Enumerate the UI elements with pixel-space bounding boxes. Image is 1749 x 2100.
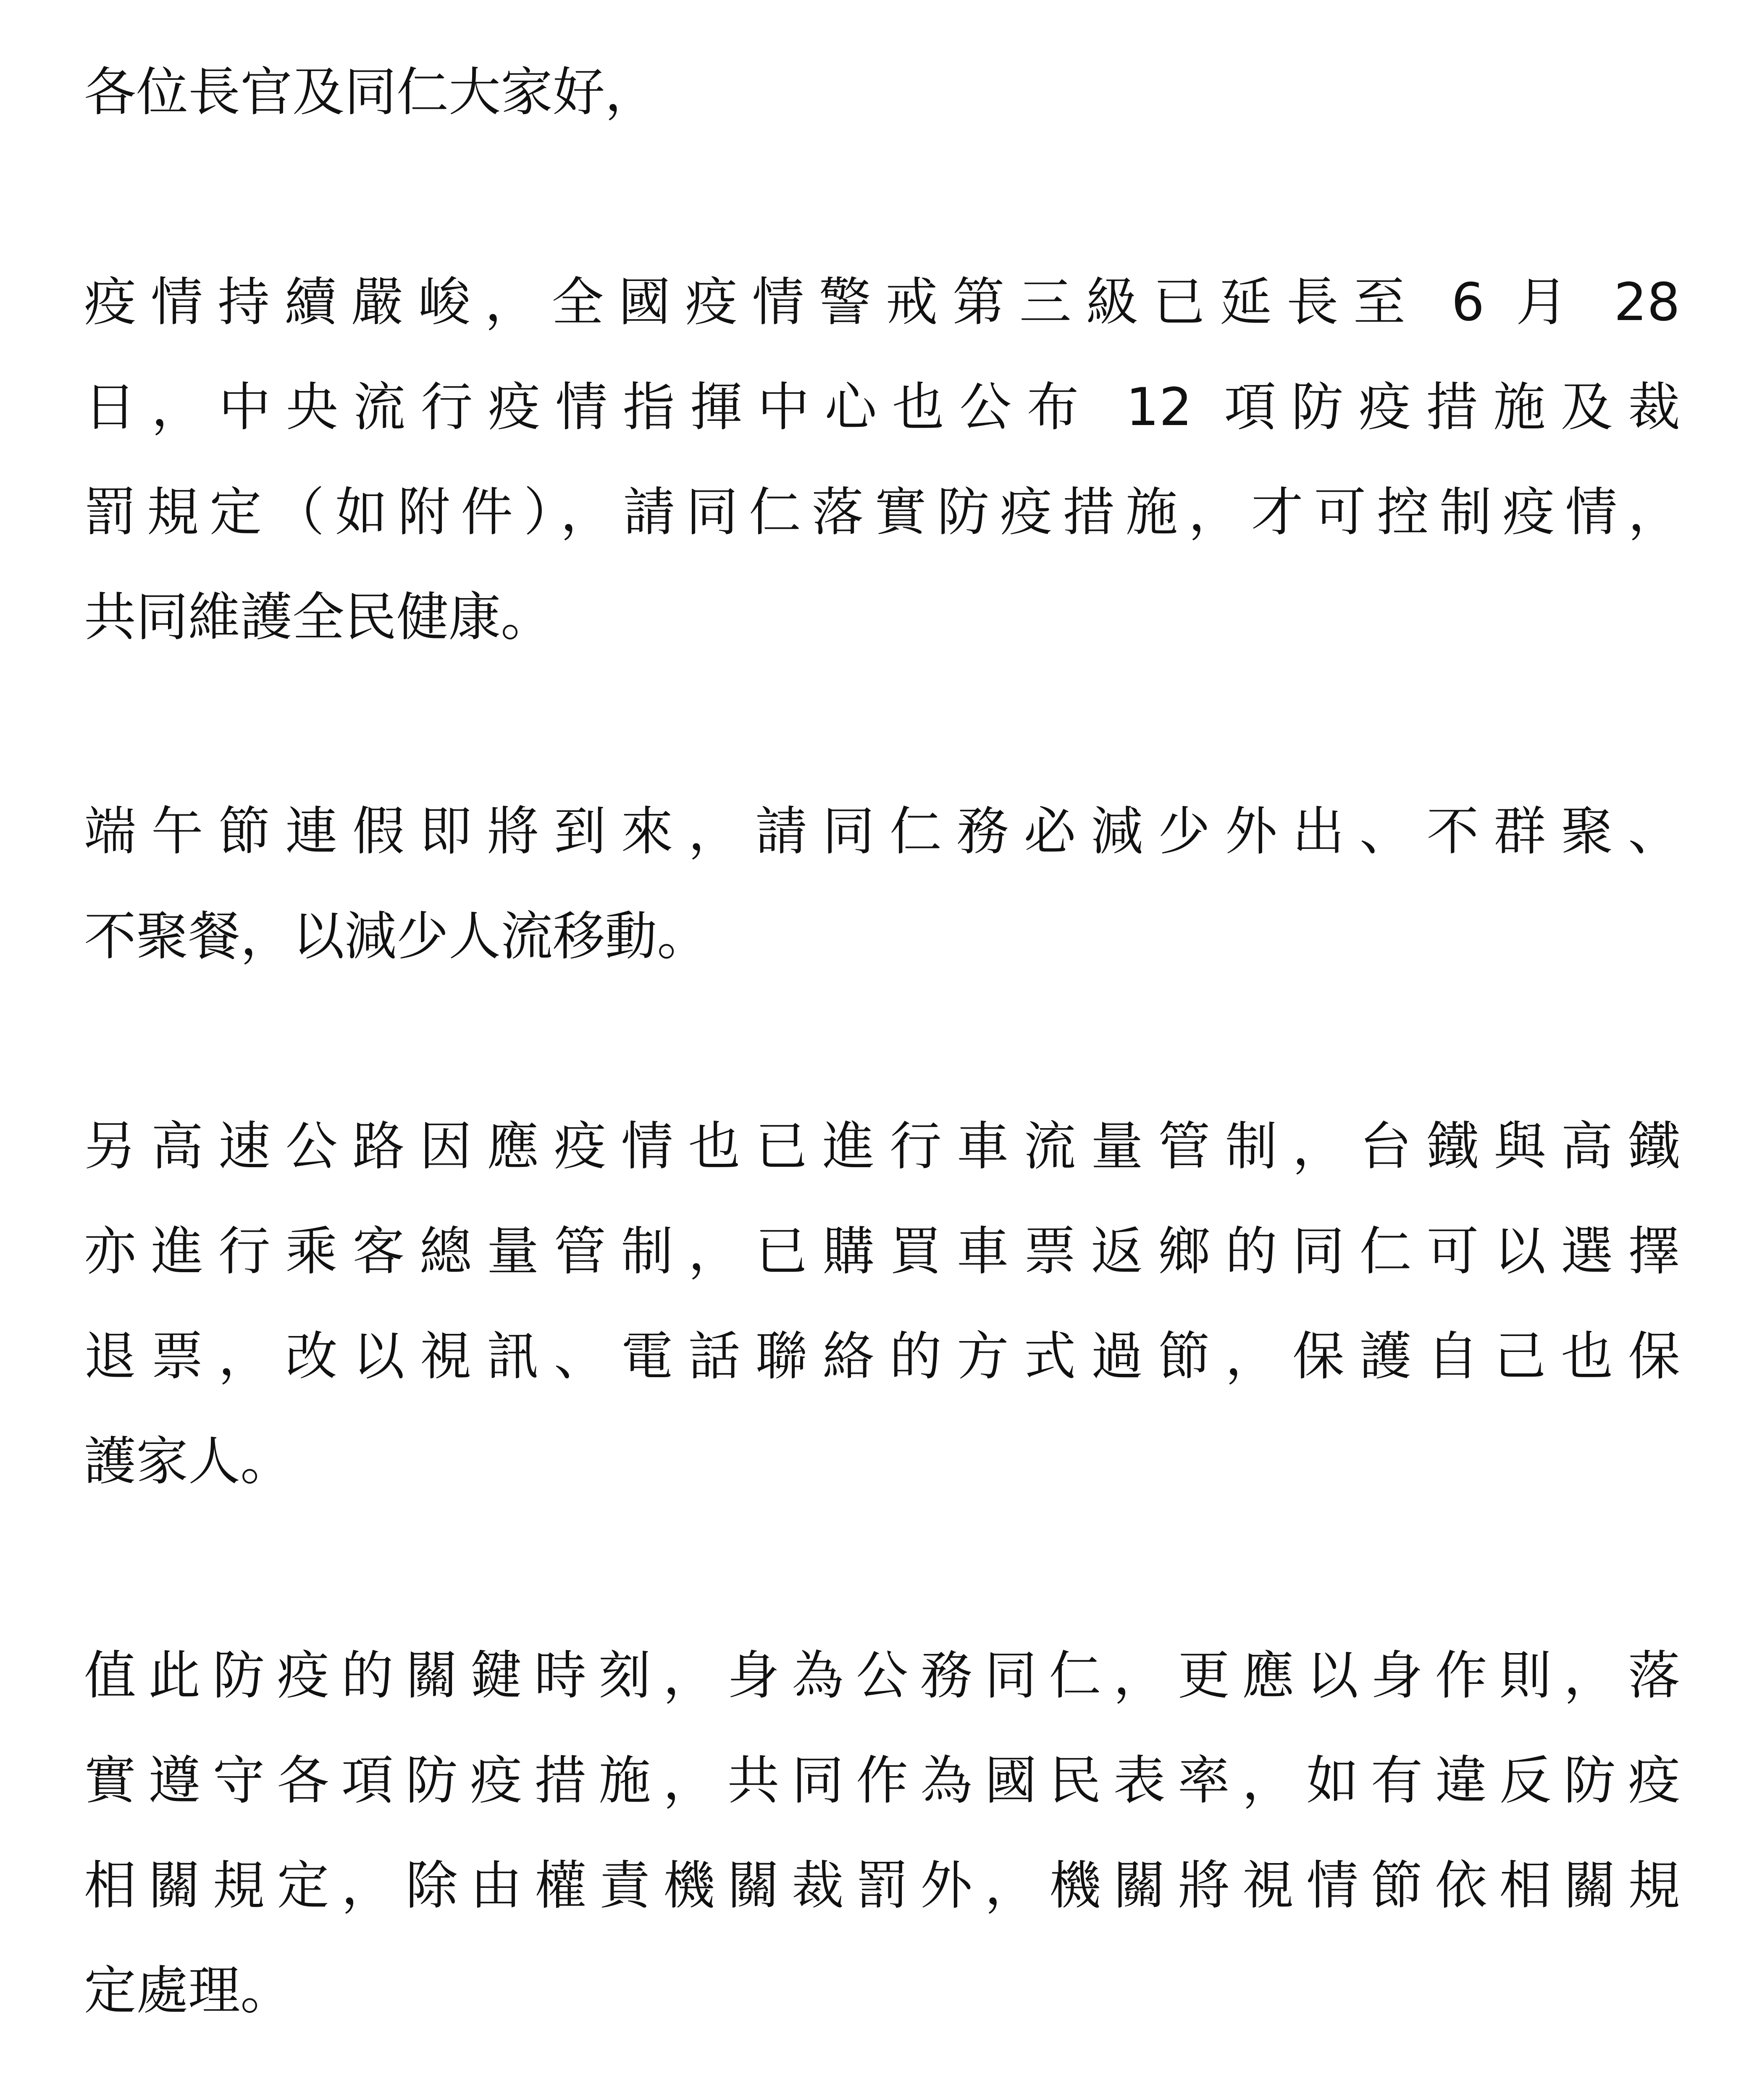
paragraph-line: 另高速公路因應疫情也已進行車流量管制，台鐵與高鐵 xyxy=(84,1116,1680,1177)
paragraph-line: 不聚餐，以減少人流移動。 xyxy=(84,906,709,967)
paragraph-line: 共同維護全民健康。 xyxy=(84,587,553,648)
paragraph-line: 罰規定（如附件），請同仁落實防疫措施，才可控制疫情， xyxy=(84,482,1680,543)
paragraph-line: 亦進行乘客總量管制，已購買車票返鄉的同仁可以選擇 xyxy=(84,1221,1680,1282)
paragraph-line: 相關規定，除由權責機關裁罰外，機關將視情節依相關規 xyxy=(84,1856,1680,1916)
paragraph-line: 日，中央流行疫情指揮中心也公布 12 項防疫措施及裁 xyxy=(84,377,1680,438)
document-body xyxy=(84,0,1680,2100)
paragraph-line: 護家人。 xyxy=(84,1431,293,1492)
paragraph-line: 端午節連假即將到來，請同仁務必減少外出、不群聚、 xyxy=(84,801,1680,862)
paragraph-line: 值此防疫的關鍵時刻，身為公務同仁，更應以身作則，落 xyxy=(84,1646,1680,1706)
paragraph-line: 實遵守各項防疫措施，共同作為國民表率，如有違反防疫 xyxy=(84,1751,1680,1811)
paragraph-line: 退票，改以視訊、電話聯絡的方式過節，保護自己也保 xyxy=(84,1326,1680,1387)
paragraph-line: 定處理。 xyxy=(84,1961,293,2021)
greeting-line: 各位長官及同仁大家好， xyxy=(84,62,657,123)
paragraph-line: 疫情持續嚴峻，全國疫情警戒第三級已延長至 6 月 28 xyxy=(84,272,1680,333)
